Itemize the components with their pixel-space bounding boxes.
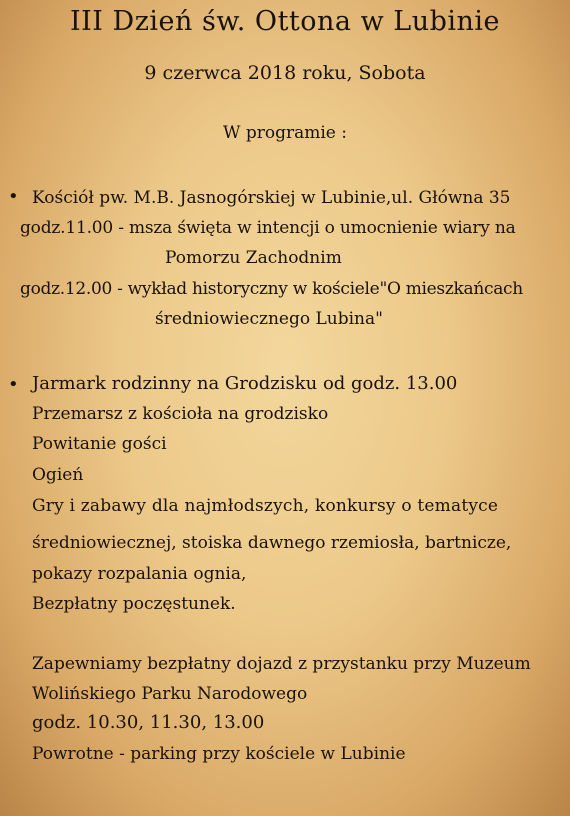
refreshments: Bezpłatny poczęstunek. xyxy=(32,594,236,614)
transport-place: Wolińskiego Parku Narodowego xyxy=(32,684,308,704)
bullet-church: • xyxy=(8,186,19,207)
mass-time: godz.11.00 - msza święta w intencji o umocnienie wiary na xyxy=(20,218,516,238)
fire-shows: pokazy rozpalania ognia, xyxy=(32,564,247,584)
church-address: Kościół pw. M.B. Jasnogórskiej w Lubinie,ul. Główna 35 xyxy=(32,188,511,208)
welcome: Powitanie gości xyxy=(32,434,167,454)
event-date: 9 czerwca 2018 roku, Sobota xyxy=(144,62,426,84)
program-heading: W programie : xyxy=(222,123,347,143)
mass-region: Pomorzu Zachodnim xyxy=(165,248,342,268)
fair-heading: Jarmark rodzinny na Grodzisku od godz. 13.00 xyxy=(32,373,458,394)
lecture-topic: średniowiecznego Lubina" xyxy=(155,309,383,329)
bullet-fair: • xyxy=(8,374,19,395)
poster-title: III Dzień św. Ottona w Lubinie xyxy=(69,6,501,37)
transport-info: Zapewniamy bezpłatny dojazd z przystanku przy Muzeum xyxy=(32,654,531,674)
fire: Ogień xyxy=(32,465,84,485)
return-info: Powrotne - parking przy kościele w Lubinie xyxy=(32,744,406,764)
games: Gry i zabawy dla najmłodszych, konkursy o tematyce xyxy=(32,496,499,516)
lecture-time: godz.12.00 - wykład historyczny w kościele"O mieszkańcach xyxy=(20,279,523,299)
procession: Przemarsz z kościoła na grodzisko xyxy=(32,404,329,424)
stalls: średniowiecznej, stoiska dawnego rzemiosła, bartnicze, xyxy=(32,533,512,553)
transport-times: godz. 10.30, 11.30, 13.00 xyxy=(32,712,265,733)
